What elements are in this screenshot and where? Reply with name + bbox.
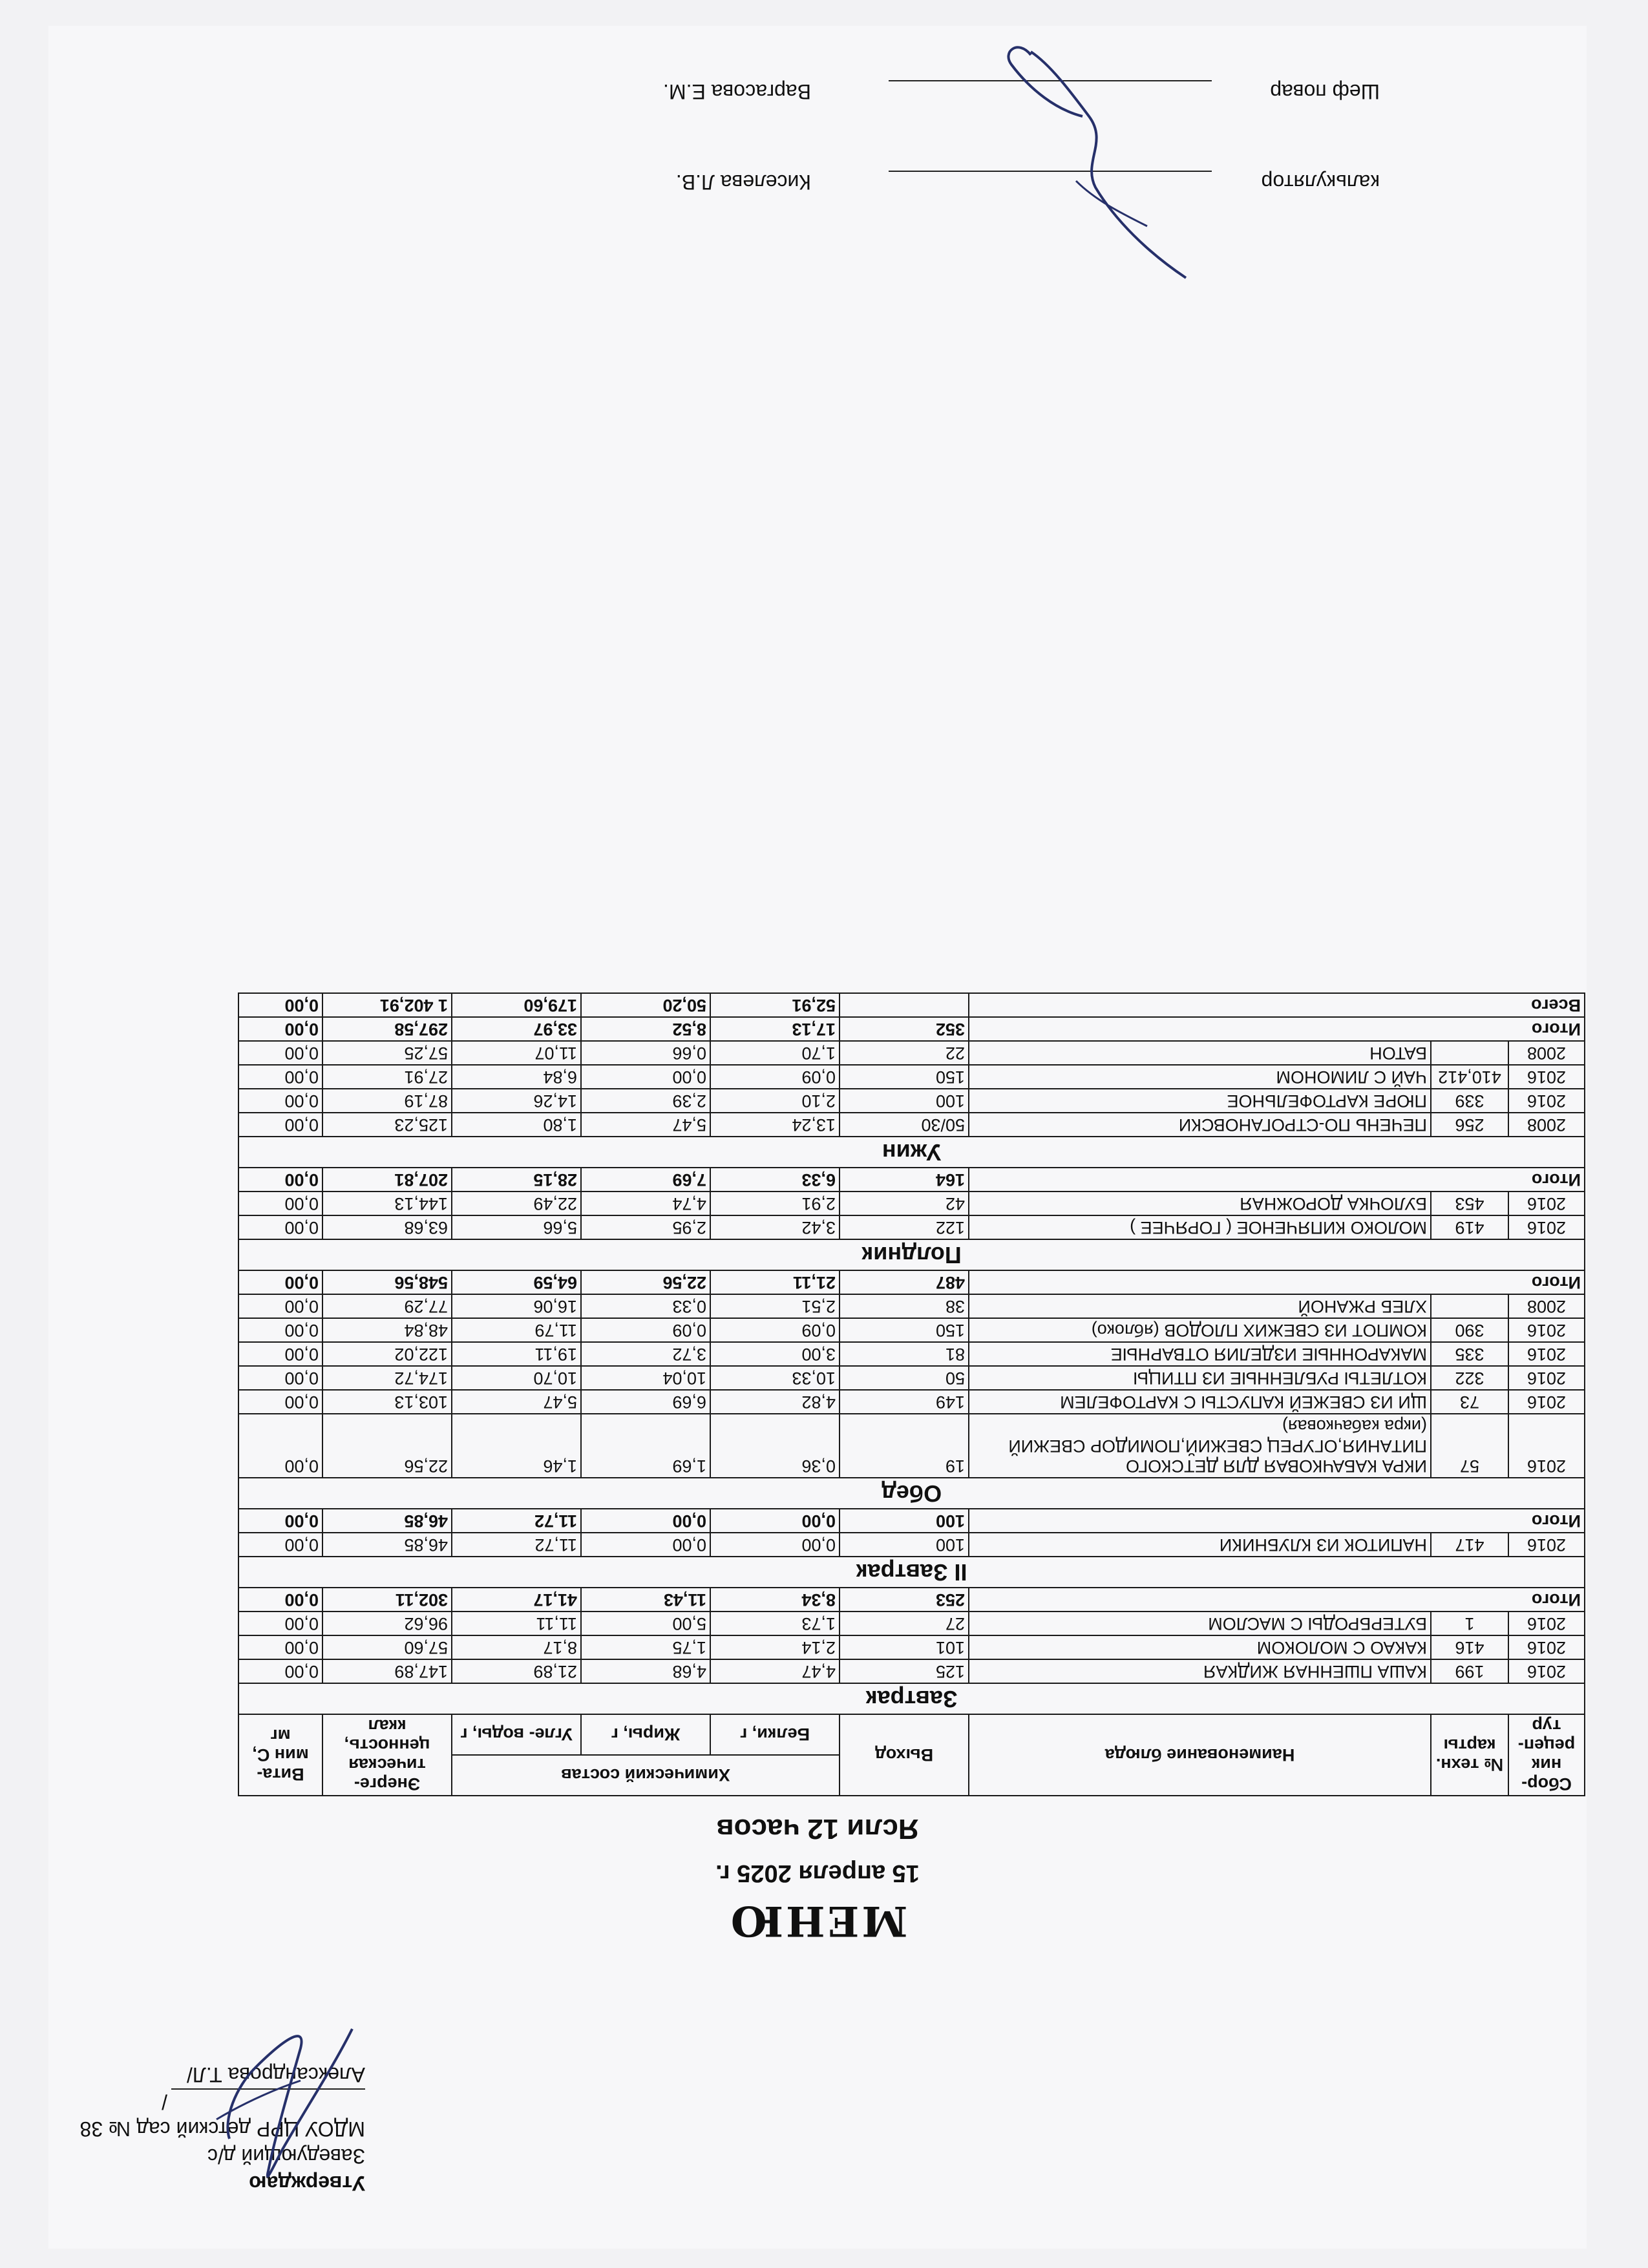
cell-vitamin: 0,00 [238,1414,322,1478]
cell-dish: ХЛЕБ РЖАНОЙ [969,1294,1431,1318]
cell-fat: 5,00 [581,1612,710,1635]
cell-protein: 1,73 [710,1612,840,1635]
cell-collection: 2008 [1508,1294,1585,1318]
cell-protein: 2,10 [710,1089,840,1113]
cell-protein: 6,33 [710,1168,840,1192]
document-title: МЕНЮ [727,1896,908,1945]
cell-card-no: 57 [1431,1414,1508,1478]
header-vitamin: Вита- мин С, мг [238,1714,322,1796]
table-row [238,1089,1585,1113]
cell-dish: ПЕЧЕНЬ ПО-СТРОГАНОВСКИ [969,1113,1431,1137]
cell-protein: 21,11 [710,1270,840,1294]
cell-carbs: 64,59 [452,1270,581,1294]
table-row [238,1366,1585,1390]
section-title: II Завтрак [238,1557,1585,1588]
cell-yield: 150 [840,1318,969,1342]
cell-energy: 57,60 [322,1635,452,1659]
cell-collection: 2016 [1508,1089,1585,1113]
cell-fat: 0,09 [581,1318,710,1342]
cell-carbs: 41,17 [452,1588,581,1612]
approval-organization: МДОУ ЦРР детский сад № 38 [79,2117,365,2141]
cell-dish: НАПИТОК ИЗ КЛУБНИКИ [969,1533,1431,1557]
cell-yield [840,993,969,1017]
approval-position: Заведующий д/с [207,2145,365,2168]
cell-carbs: 5,47 [452,1390,581,1414]
cell-carbs: 11,11 [452,1612,581,1635]
cell-dish: БАТОН [969,1041,1431,1065]
cell-yield: 150 [840,1065,969,1089]
cell-dish: КАКАО С МОЛОКОМ [969,1635,1431,1659]
cell-carbs: 19,11 [452,1342,581,1366]
cell-fat: 0,00 [581,1509,710,1533]
cell-vitamin: 0,00 [238,1318,322,1342]
cell-collection: 2008 [1508,1041,1585,1065]
cell-card-no [1431,1294,1508,1318]
cell-collection: 2016 [1508,1390,1585,1414]
cell-vitamin: 0,00 [238,1192,322,1215]
cell-protein: 52,91 [710,993,840,1017]
cell-vitamin: 0,00 [238,1270,322,1294]
header-collection: Сбор- ник рецеп- тур [1508,1714,1585,1796]
table-row [238,1065,1585,1089]
cell-energy: 46,85 [322,1509,452,1533]
table-row [238,1612,1585,1635]
cell-fat: 0,66 [581,1041,710,1065]
cell-collection: 2016 [1508,1065,1585,1089]
cell-protein: 4,82 [710,1390,840,1414]
cell-fat: 10,04 [581,1366,710,1390]
header-protein: Белки, г [710,1714,840,1755]
cell-fat: 4,74 [581,1192,710,1215]
table-row [238,1215,1585,1239]
cell-fat: 0,00 [581,1065,710,1089]
cell-energy: 48,84 [322,1318,452,1342]
table-row [238,1390,1585,1414]
cell-energy: 22,56 [322,1414,452,1478]
table-row [238,1294,1585,1318]
cell-fat: 8,52 [581,1017,710,1041]
cell-fat: 11,43 [581,1588,710,1612]
cell-card-no: 417 [1431,1533,1508,1557]
cell-dish: МАКАРОННЫЕ ИЗДЕЛИЯ ОТВАРНЫЕ [969,1342,1431,1366]
cell-energy: 103,13 [322,1390,452,1414]
cell-carbs: 11,72 [452,1533,581,1557]
header-chemical-composition: Химический состав [452,1755,840,1796]
table-row [238,1533,1585,1557]
cell-vitamin: 0,00 [238,1659,322,1683]
header-fat: Жиры, г [581,1714,710,1755]
total-label: Итого [969,1588,1585,1612]
table-row [238,1659,1585,1683]
cell-collection: 2016 [1508,1318,1585,1342]
cell-protein: 0,09 [710,1318,840,1342]
cell-yield: 149 [840,1390,969,1414]
cell-dish: ЧАЙ С ЛИМОНОМ [969,1065,1431,1089]
cell-protein: 3,42 [710,1215,840,1239]
cell-yield: 50/30 [840,1113,969,1137]
cell-energy: 144,13 [322,1192,452,1215]
cell-collection: 2016 [1508,1342,1585,1366]
cell-yield: 101 [840,1635,969,1659]
table-row [238,1041,1585,1065]
cell-collection: 2016 [1508,1635,1585,1659]
cell-dish: КАША ПШЕННАЯ ЖИДКАЯ [969,1659,1431,1683]
section-title: Ужин [238,1137,1585,1168]
table-row [238,1192,1585,1215]
cell-collection: 2016 [1508,1533,1585,1557]
cell-energy: 96,62 [322,1612,452,1635]
cell-card-no: 453 [1431,1192,1508,1215]
header-card-no: № техн. карты [1431,1714,1508,1796]
cell-protein: 4,47 [710,1659,840,1683]
cell-fat: 2,39 [581,1089,710,1113]
cell-card-no: 410,412 [1431,1065,1508,1089]
document-date: 15 апреля 2025 г. [715,1860,920,1887]
total-label: Итого [969,1168,1585,1192]
director-signature [184,2003,378,2197]
section-row [238,1557,1585,1588]
cell-collection: 2016 [1508,1612,1585,1635]
cell-card-no: 1 [1431,1612,1508,1635]
cell-fat: 1,75 [581,1635,710,1659]
cell-energy: 174,72 [322,1366,452,1390]
cell-yield: 81 [840,1342,969,1366]
cell-vitamin: 0,00 [238,1588,322,1612]
cell-vitamin: 0,00 [238,1533,322,1557]
calculator-name: Киселева Л.В. [675,171,811,194]
cell-carbs: 1,80 [452,1113,581,1137]
cell-energy: 63,68 [322,1215,452,1239]
cell-energy: 207,81 [322,1168,452,1192]
cell-fat: 6,69 [581,1390,710,1414]
cell-dish: ПЮРЕ КАРТОФЕЛЬНОЕ [969,1089,1431,1113]
grand-total-row [238,993,1585,1017]
cell-protein: 13,24 [710,1113,840,1137]
cell-energy: 125,23 [322,1113,452,1137]
cell-protein: 0,36 [710,1414,840,1478]
cell-energy: 1 402,91 [322,993,452,1017]
cell-yield: 164 [840,1168,969,1192]
total-label: Итого [969,1017,1585,1041]
cell-protein: 1,70 [710,1041,840,1065]
paper-sheet [48,26,1587,2249]
cell-dish: БУТЕРБРОДЫ С МАСЛОМ [969,1612,1431,1635]
cell-energy: 302,11 [322,1588,452,1612]
staff-signatures [953,26,1225,310]
cell-protein: 0,09 [710,1065,840,1089]
cell-carbs: 1,46 [452,1414,581,1478]
cell-vitamin: 0,00 [238,1635,322,1659]
cell-protein: 3,00 [710,1342,840,1366]
cell-card-no: 73 [1431,1390,1508,1414]
cell-card-no: 339 [1431,1089,1508,1113]
cell-dish: КОМПОТ ИЗ СВЕЖИХ ПЛОДОВ (яблоко) [969,1318,1431,1342]
cell-yield: 50 [840,1366,969,1390]
chef-label: Шеф повар [1270,80,1380,103]
cell-carbs: 22,49 [452,1192,581,1215]
cell-vitamin: 0,00 [238,1390,322,1414]
chef-name: Варгасова Е.М. [663,80,811,103]
header-row [238,1755,1585,1796]
cell-card-no: 416 [1431,1635,1508,1659]
cell-carbs: 28,15 [452,1168,581,1192]
calculator-label: калькулятор [1261,171,1380,194]
cell-card-no: 256 [1431,1113,1508,1137]
cell-fat: 2,95 [581,1215,710,1239]
cell-protein: 0,00 [710,1533,840,1557]
cell-vitamin: 0,00 [238,1294,322,1318]
document-group: Ясли 12 часов [716,1813,919,1845]
cell-yield: 42 [840,1192,969,1215]
cell-carbs: 14,26 [452,1089,581,1113]
cell-card-no: 335 [1431,1342,1508,1366]
cell-protein: 8,34 [710,1588,840,1612]
total-row [238,1588,1585,1612]
cell-yield: 38 [840,1294,969,1318]
cell-carbs: 11,79 [452,1318,581,1342]
cell-yield: 487 [840,1270,969,1294]
cell-dish: ИКРА КАБАЧКОВАЯ ДЛЯ ДЕТСКОГО ПИТАНИЯ,ОГУРЕЦ СВЕЖИЙ,ПОМИДОР СВЕЖИЙ (икра кабачковая) [969,1414,1431,1478]
cell-fat: 5,47 [581,1113,710,1137]
cell-carbs: 33,97 [452,1017,581,1041]
cell-protein: 10,33 [710,1366,840,1390]
cell-yield: 352 [840,1017,969,1041]
total-label: Итого [969,1509,1585,1533]
cell-energy: 46,85 [322,1533,452,1557]
table-row [238,1318,1585,1342]
cell-fat: 3,72 [581,1342,710,1366]
cell-vitamin: 0,00 [238,1168,322,1192]
cell-card-no [1431,1041,1508,1065]
cell-carbs: 8,17 [452,1635,581,1659]
cell-carbs: 11,07 [452,1041,581,1065]
header-yield: Выход [840,1714,969,1796]
cell-protein: 2,51 [710,1294,840,1318]
cell-vitamin: 0,00 [238,1509,322,1533]
grand-total-label: Всего [969,993,1585,1017]
total-row [238,1168,1585,1192]
menu-table [238,992,1585,1796]
cell-card-no: 419 [1431,1215,1508,1239]
total-label: Итого [969,1270,1585,1294]
total-row [238,1509,1585,1533]
section-row [238,1683,1585,1714]
cell-collection: 2008 [1508,1113,1585,1137]
cell-vitamin: 0,00 [238,993,322,1017]
cell-dish: ЩИ ИЗ СВЕЖЕЙ КАПУСТЫ С КАРТОФЕЛЕМ [969,1390,1431,1414]
cell-yield: 100 [840,1089,969,1113]
cell-vitamin: 0,00 [238,1065,322,1089]
table-row [238,1635,1585,1659]
cell-collection: 2016 [1508,1192,1585,1215]
cell-carbs: 16,06 [452,1294,581,1318]
section-row [238,1239,1585,1270]
cell-energy: 87,19 [322,1089,452,1113]
table-row [238,1414,1585,1478]
cell-card-no: 199 [1431,1659,1508,1683]
cell-carbs: 21,89 [452,1659,581,1683]
cell-energy: 147,89 [322,1659,452,1683]
cell-yield: 100 [840,1509,969,1533]
menu-body [238,993,1585,1714]
cell-carbs: 6,84 [452,1065,581,1089]
cell-vitamin: 0,00 [238,1113,322,1137]
cell-fat: 22,56 [581,1270,710,1294]
cell-yield: 122 [840,1215,969,1239]
cell-energy: 122,02 [322,1342,452,1366]
section-title: Завтрак [238,1683,1585,1714]
header-dish: Наименование блюда [969,1714,1431,1796]
cell-vitamin: 0,00 [238,1612,322,1635]
cell-protein: 2,14 [710,1635,840,1659]
cell-vitamin: 0,00 [238,1215,322,1239]
cell-carbs: 179,60 [452,993,581,1017]
cell-yield: 22 [840,1041,969,1065]
cell-vitamin: 0,00 [238,1342,322,1366]
cell-protein: 17,13 [710,1017,840,1041]
cell-energy: 27,91 [322,1065,452,1089]
cell-fat: 0,00 [581,1533,710,1557]
cell-fat: 7,69 [581,1168,710,1192]
cell-yield: 253 [840,1588,969,1612]
cell-energy: 548,56 [322,1270,452,1294]
table-row [238,1113,1585,1137]
section-title: Обед [238,1478,1585,1509]
cell-fat: 0,33 [581,1294,710,1318]
cell-energy: 57,25 [322,1041,452,1065]
cell-carbs: 5,66 [452,1215,581,1239]
cell-vitamin: 0,00 [238,1041,322,1065]
cell-fat: 50,20 [581,993,710,1017]
cell-yield: 100 [840,1533,969,1557]
cell-fat: 4,68 [581,1659,710,1683]
cell-protein: 0,00 [710,1509,840,1533]
cell-yield: 125 [840,1659,969,1683]
cell-protein: 2,91 [710,1192,840,1215]
cell-carbs: 11,72 [452,1509,581,1533]
cell-collection: 2016 [1508,1215,1585,1239]
cell-vitamin: 0,00 [238,1089,322,1113]
header-energy: Энерге- тическая ценность, ккал [322,1714,452,1796]
cell-dish: БУЛОЧКА ДОРОЖНАЯ [969,1192,1431,1215]
section-row [238,1478,1585,1509]
cell-vitamin: 0,00 [238,1017,322,1041]
cell-yield: 19 [840,1414,969,1478]
cell-carbs: 10,70 [452,1366,581,1390]
section-title: Полдник [238,1239,1585,1270]
cell-energy: 77,29 [322,1294,452,1318]
total-row [238,1017,1585,1041]
cell-collection: 2016 [1508,1366,1585,1390]
section-row [238,1137,1585,1168]
cell-vitamin: 0,00 [238,1366,322,1390]
cell-card-no: 390 [1431,1318,1508,1342]
cell-card-no: 322 [1431,1366,1508,1390]
cell-collection: 2016 [1508,1414,1585,1478]
table-row [238,1342,1585,1366]
approval-title: Утверждаю [249,2172,365,2195]
cell-yield: 27 [840,1612,969,1635]
approval-signer-name: /Александрова Т.Л/ [162,2063,365,2114]
header-carbs: Угле- воды, г [452,1714,581,1755]
cell-dish: МОЛОКО КИПЯЧЕНОЕ ( ГОРЯЧЕЕ ) [969,1215,1431,1239]
cell-fat: 1,69 [581,1414,710,1478]
cell-collection: 2016 [1508,1659,1585,1683]
cell-dish: КОТЛЕТЫ РУБЛЕННЫЕ ИЗ ПТИЦЫ [969,1366,1431,1390]
total-row [238,1270,1585,1294]
cell-energy: 297,58 [322,1017,452,1041]
